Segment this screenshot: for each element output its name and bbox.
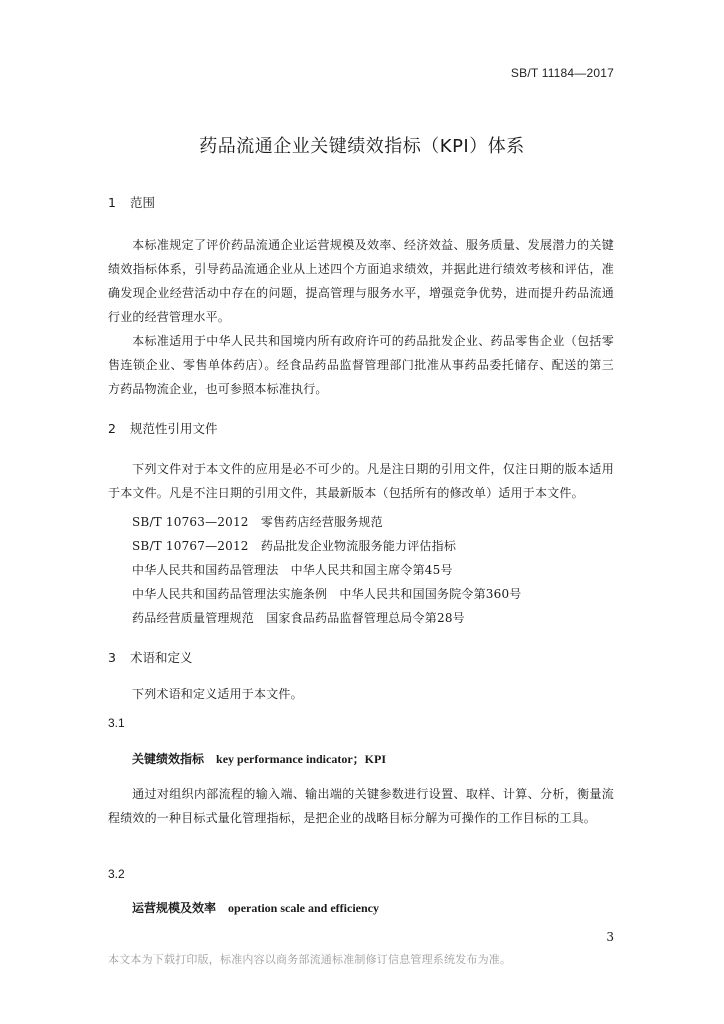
section-number: 1	[108, 195, 116, 210]
reference-item: 中华人民共和国药品管理法实施条例 中华人民共和国国务院令第360号	[132, 587, 522, 601]
term-heading	[132, 899, 379, 916]
paragraph-text: 本标准适用于中华人民共和国境内所有政府许可的药品批发企业、药品零售企业（包括零售连锁企业、零售单体药店）。经食品药品监督管理部门批准从事药品委托储存、配送的第三方药品物流企业，也可参照本标准执行。	[108, 334, 614, 396]
section-title: 规范性引用文件	[130, 421, 218, 436]
section-number: 3	[108, 650, 116, 665]
reference-item: 药品经营质量管理规范 国家食品药品监督管理总局令第28号	[132, 611, 465, 625]
term-en: key performance indicator；KPI	[216, 752, 386, 766]
section-1-heading	[108, 193, 155, 211]
paragraph-text: 通过对组织内部流程的输入端、输出端的关键参数进行设置、取样、计算、分析，衡量流程绩效的一种目标式量化管理指标，是把企业的战略目标分解为可操作的工作目标的工具。	[108, 787, 614, 825]
reference-item: SB/T 10763—2012 零售药店经营服务规范	[132, 515, 383, 529]
section-title: 术语和定义	[130, 650, 193, 665]
section-1-paragraph-2	[108, 329, 614, 401]
standard-code: SB/T 11184—2017	[510, 66, 614, 80]
section-1-paragraph-1	[108, 233, 614, 329]
section-3-heading	[108, 648, 193, 666]
term-number: 3.1	[108, 716, 125, 730]
section-2-heading	[108, 419, 218, 437]
section-title: 范围	[130, 195, 156, 210]
paragraph-text: 下列文件对于本文件的应用是必不可少的。凡是注日期的引用文件，仅注日期的版本适用于本文件。凡是不注日期的引用文件，其最新版本（包括所有的修改单）适用于本文件。	[108, 462, 614, 500]
paragraph-text: 本标准规定了评价药品流通企业运营规模及效率、经济效益、服务质量、发展潜力的关键绩效指标体系，引导药品流通企业从上述四个方面追求绩效，并据此进行绩效考核和评估，准确发现企业经营活动中存在的问题，提高管理与服务水平，增强竞争优势，进而提升药品流通行业的经营管理水平。	[108, 238, 614, 324]
term-zh: 关键绩效指标	[132, 752, 205, 766]
reference-item: 中华人民共和国药品管理法 中华人民共和国主席令第45号	[132, 563, 453, 577]
section-3-intro: 下列术语和定义适用于本文件。	[132, 687, 303, 701]
term-en: operation scale and efficiency	[228, 901, 379, 915]
section-number: 2	[108, 421, 116, 436]
section-2-paragraph	[108, 457, 614, 505]
term-number: 3.2	[108, 867, 125, 881]
page-number: 3	[606, 930, 614, 944]
download-notice: 本文本为下载打印版，标准内容以商务部流通标准制修订信息管理系统发布为准。	[108, 953, 512, 966]
term-zh: 运营规模及效率	[132, 901, 217, 915]
reference-item: SB/T 10767—2012 药品批发企业物流服务能力评估指标	[132, 539, 457, 553]
document-title: 药品流通企业关键绩效指标（KPI）体系	[199, 136, 525, 157]
term-definition	[108, 782, 614, 830]
term-heading	[132, 750, 386, 767]
